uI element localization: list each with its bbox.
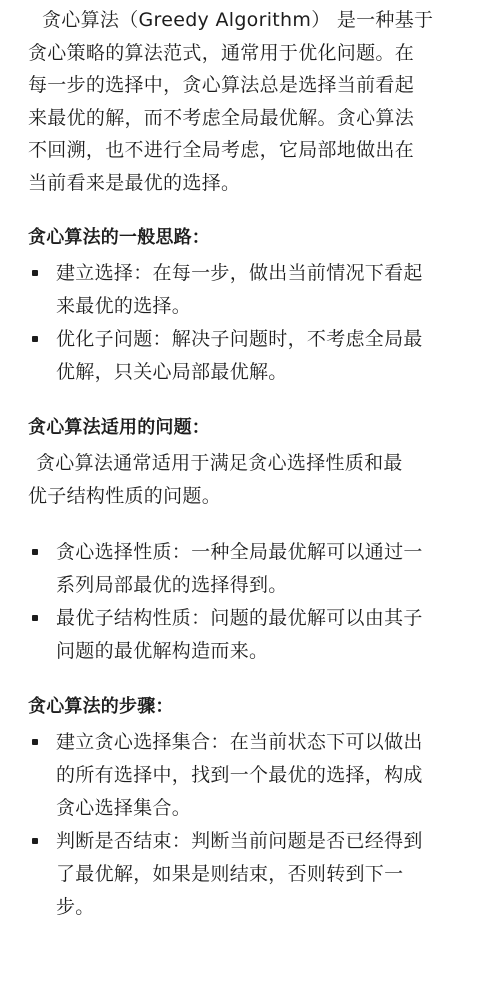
bullet-icon — [32, 838, 38, 844]
list-item-line: 步。 — [56, 896, 95, 918]
section-heading-steps: 贪心算法的步骤： — [28, 696, 174, 717]
intro-line: 每一步的选择中，贪心算法总是选择当前看起 — [28, 74, 415, 96]
list-item-line: 系列局部最优的选择得到。 — [56, 574, 288, 596]
list-item-line: 优解，只关心局部最优解。 — [56, 361, 288, 383]
intro-line: 贪心算法（Greedy Algorithm） 是一种基于 — [42, 9, 434, 31]
list-item-line: 建立贪心选择集合：在当前状态下可以做出 — [56, 731, 423, 753]
section-heading-general-approach: 贪心算法的一般思路： — [28, 227, 210, 248]
paragraph-line: 优子结构性质的问题。 — [28, 484, 222, 507]
list-item-line: 了最优解，如果是则结束，否则转到下一 — [56, 863, 404, 885]
list-item — [28, 825, 480, 924]
intro-line: 当前看来是最优的选择。 — [28, 171, 241, 194]
list-item-line: 来最优的选择。 — [56, 295, 192, 317]
bullet-icon — [32, 270, 38, 276]
steps-list — [28, 726, 480, 924]
list-item — [28, 602, 480, 668]
list-item — [28, 323, 480, 389]
bullet-icon — [32, 615, 38, 621]
intro-line: 贪心策略的算法范式，通常用于优化问题。在 — [28, 41, 415, 64]
bullet-icon — [32, 336, 38, 342]
section-heading-applicable-problems: 贪心算法适用的问题： — [28, 417, 210, 438]
list-item-line: 优化子问题：解决子问题时，不考虑全局最 — [56, 328, 423, 350]
bullet-icon — [32, 739, 38, 745]
list-item — [28, 726, 480, 825]
list-item-line: 问题的最优解构造而来。 — [56, 640, 269, 662]
paragraph-line: 贪心算法通常适用于满足贪心选择性质和最 — [36, 452, 403, 474]
list-item-line: 最优子结构性质：问题的最优解可以由其子 — [56, 607, 423, 629]
intro-line: 不回溯，也不进行全局考虑，它局部地做出在 — [28, 139, 415, 161]
applicable-problems-list — [28, 536, 480, 668]
intro-paragraph — [28, 4, 480, 199]
general-approach-list — [28, 257, 480, 389]
bullet-icon — [32, 549, 38, 555]
list-item — [28, 536, 480, 602]
list-item-line: 建立选择：在每一步，做出当前情况下看起 — [56, 262, 423, 284]
list-item-line: 贪心选择性质：一种全局最优解可以通过一 — [56, 541, 423, 563]
list-item-line: 贪心选择集合。 — [56, 797, 192, 819]
list-item-line: 的所有选择中，找到一个最优的选择，构成 — [56, 764, 423, 786]
intro-line: 来最优的解，而不考虑全局最优解。贪心算法 — [28, 106, 415, 129]
list-item-line: 判断是否结束：判断当前问题是否已经得到 — [56, 830, 423, 852]
list-item — [28, 257, 480, 323]
applicable-problems-paragraph — [28, 447, 480, 512]
